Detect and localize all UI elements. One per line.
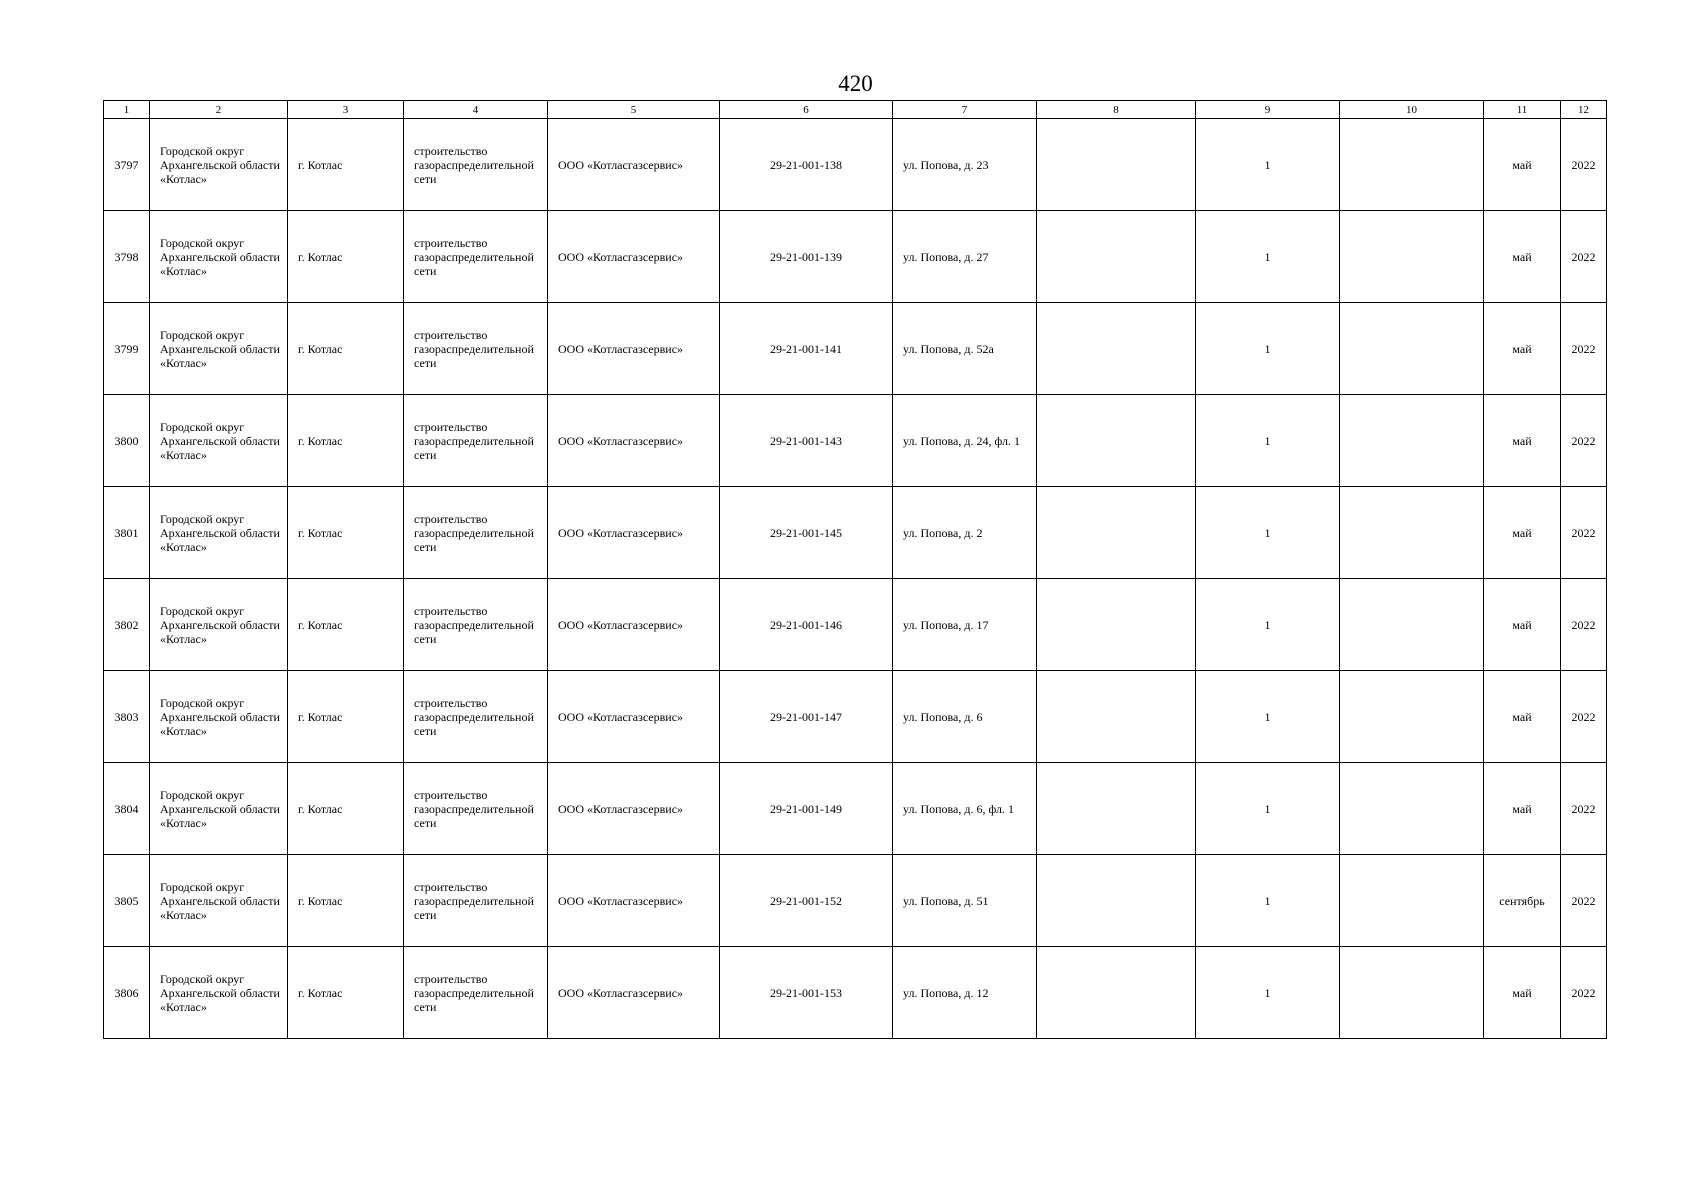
column-10-cell [1340,671,1484,763]
column-number-cell: 2 [150,101,288,119]
column-9-cell: 1 [1196,671,1340,763]
organization-cell: ООО «Котласгазсервис» [548,395,720,487]
registry-table-body [104,119,1607,1039]
column-number-cell: 10 [1340,101,1484,119]
table-row [104,855,1607,947]
code-cell: 29-21-001-139 [720,211,893,303]
column-8-cell [1037,395,1196,487]
column-9-cell: 1 [1196,119,1340,211]
table-row [104,395,1607,487]
organization-cell: ООО «Котласгазсервис» [548,211,720,303]
column-8-cell [1037,303,1196,395]
column-8-cell [1037,855,1196,947]
row-number-cell: 3805 [104,855,150,947]
settlement-cell: г. Котлас [288,671,404,763]
code-cell: 29-21-001-145 [720,487,893,579]
year-cell: 2022 [1561,947,1607,1039]
year-cell: 2022 [1561,211,1607,303]
municipality-cell: Городской округ Архангельской области «Котлас» [150,119,288,211]
column-10-cell [1340,395,1484,487]
organization-cell: ООО «Котласгазсервис» [548,579,720,671]
row-number-cell: 3801 [104,487,150,579]
column-number-cell: 1 [104,101,150,119]
column-9-cell: 1 [1196,763,1340,855]
organization-cell: ООО «Котласгазсервис» [548,763,720,855]
month-cell: май [1484,671,1561,763]
code-cell: 29-21-001-141 [720,303,893,395]
address-cell: ул. Попова, д. 12 [893,947,1037,1039]
row-number-cell: 3797 [104,119,150,211]
column-8-cell [1037,119,1196,211]
settlement-cell: г. Котлас [288,855,404,947]
organization-cell: ООО «Котласгазсервис» [548,119,720,211]
table-row [104,211,1607,303]
municipality-cell: Городской округ Архангельской области «Котлас» [150,211,288,303]
table-row [104,579,1607,671]
address-cell: ул. Попова, д. 24, фл. 1 [893,395,1037,487]
year-cell: 2022 [1561,487,1607,579]
code-cell: 29-21-001-143 [720,395,893,487]
settlement-cell: г. Котлас [288,303,404,395]
column-number-cell: 8 [1037,101,1196,119]
year-cell: 2022 [1561,303,1607,395]
table-row [104,671,1607,763]
year-cell: 2022 [1561,579,1607,671]
activity-cell: строительство газораспределительной сети [404,579,548,671]
column-number-cell: 9 [1196,101,1340,119]
column-8-cell [1037,579,1196,671]
column-10-cell [1340,855,1484,947]
activity-cell: строительство газораспределительной сети [404,671,548,763]
code-cell: 29-21-001-153 [720,947,893,1039]
municipality-cell: Городской округ Архангельской области «Котлас» [150,579,288,671]
column-8-cell [1037,671,1196,763]
page-number: 420 [838,71,873,96]
column-9-cell: 1 [1196,303,1340,395]
column-10-cell [1340,763,1484,855]
activity-cell: строительство газораспределительной сети [404,211,548,303]
municipality-cell: Городской округ Архангельской области «Котлас» [150,671,288,763]
month-cell: май [1484,119,1561,211]
year-cell: 2022 [1561,395,1607,487]
column-number-cell: 3 [288,101,404,119]
column-number-row [104,101,1607,119]
column-number-cell: 7 [893,101,1037,119]
column-9-cell: 1 [1196,855,1340,947]
column-8-cell [1037,947,1196,1039]
year-cell: 2022 [1561,855,1607,947]
year-cell: 2022 [1561,763,1607,855]
column-number-cell: 11 [1484,101,1561,119]
month-cell: май [1484,579,1561,671]
address-cell: ул. Попова, д. 52а [893,303,1037,395]
code-cell: 29-21-001-146 [720,579,893,671]
column-10-cell [1340,303,1484,395]
table-row [104,487,1607,579]
settlement-cell: г. Котлас [288,947,404,1039]
activity-cell: строительство газораспределительной сети [404,763,548,855]
column-8-cell [1037,487,1196,579]
year-cell: 2022 [1561,671,1607,763]
table-row [104,947,1607,1039]
activity-cell: строительство газораспределительной сети [404,395,548,487]
row-number-cell: 3798 [104,211,150,303]
municipality-cell: Городской округ Архангельской области «Котлас» [150,395,288,487]
settlement-cell: г. Котлас [288,119,404,211]
column-9-cell: 1 [1196,947,1340,1039]
year-cell: 2022 [1561,119,1607,211]
code-cell: 29-21-001-152 [720,855,893,947]
municipality-cell: Городской округ Архангельской области «Котлас» [150,487,288,579]
row-number-cell: 3806 [104,947,150,1039]
column-10-cell [1340,119,1484,211]
registry-table [103,100,1607,1039]
address-cell: ул. Попова, д. 23 [893,119,1037,211]
column-9-cell: 1 [1196,579,1340,671]
address-cell: ул. Попова, д. 51 [893,855,1037,947]
table-row [104,763,1607,855]
address-cell: ул. Попова, д. 2 [893,487,1037,579]
month-cell: май [1484,395,1561,487]
municipality-cell: Городской округ Архангельской области «Котлас» [150,947,288,1039]
municipality-cell: Городской округ Архангельской области «Котлас» [150,855,288,947]
row-number-cell: 3803 [104,671,150,763]
code-cell: 29-21-001-149 [720,763,893,855]
column-8-cell [1037,763,1196,855]
column-9-cell: 1 [1196,487,1340,579]
column-8-cell [1037,211,1196,303]
settlement-cell: г. Котлас [288,395,404,487]
table-row [104,119,1607,211]
organization-cell: ООО «Котласгазсервис» [548,487,720,579]
organization-cell: ООО «Котласгазсервис» [548,671,720,763]
code-cell: 29-21-001-147 [720,671,893,763]
activity-cell: строительство газораспределительной сети [404,303,548,395]
column-number-cell: 4 [404,101,548,119]
column-10-cell [1340,579,1484,671]
settlement-cell: г. Котлас [288,579,404,671]
address-cell: ул. Попова, д. 27 [893,211,1037,303]
activity-cell: строительство газораспределительной сети [404,947,548,1039]
row-number-cell: 3800 [104,395,150,487]
activity-cell: строительство газораспределительной сети [404,855,548,947]
organization-cell: ООО «Котласгазсервис» [548,855,720,947]
month-cell: май [1484,763,1561,855]
settlement-cell: г. Котлас [288,487,404,579]
column-number-cell: 6 [720,101,893,119]
organization-cell: ООО «Котласгазсервис» [548,947,720,1039]
column-number-cell: 5 [548,101,720,119]
municipality-cell: Городской округ Архангельской области «Котлас» [150,763,288,855]
row-number-cell: 3804 [104,763,150,855]
month-cell: май [1484,947,1561,1039]
row-number-cell: 3799 [104,303,150,395]
column-9-cell: 1 [1196,211,1340,303]
address-cell: ул. Попова, д. 17 [893,579,1037,671]
organization-cell: ООО «Котласгазсервис» [548,303,720,395]
row-number-cell: 3802 [104,579,150,671]
month-cell: сентябрь [1484,855,1561,947]
month-cell: май [1484,211,1561,303]
municipality-cell: Городской округ Архангельской области «Котлас» [150,303,288,395]
column-number-cell: 12 [1561,101,1607,119]
address-cell: ул. Попова, д. 6 [893,671,1037,763]
settlement-cell: г. Котлас [288,763,404,855]
activity-cell: строительство газораспределительной сети [404,119,548,211]
column-10-cell [1340,211,1484,303]
code-cell: 29-21-001-138 [720,119,893,211]
month-cell: май [1484,487,1561,579]
address-cell: ул. Попова, д. 6, фл. 1 [893,763,1037,855]
month-cell: май [1484,303,1561,395]
column-10-cell [1340,947,1484,1039]
column-9-cell: 1 [1196,395,1340,487]
activity-cell: строительство газораспределительной сети [404,487,548,579]
table-row [104,303,1607,395]
column-10-cell [1340,487,1484,579]
settlement-cell: г. Котлас [288,211,404,303]
